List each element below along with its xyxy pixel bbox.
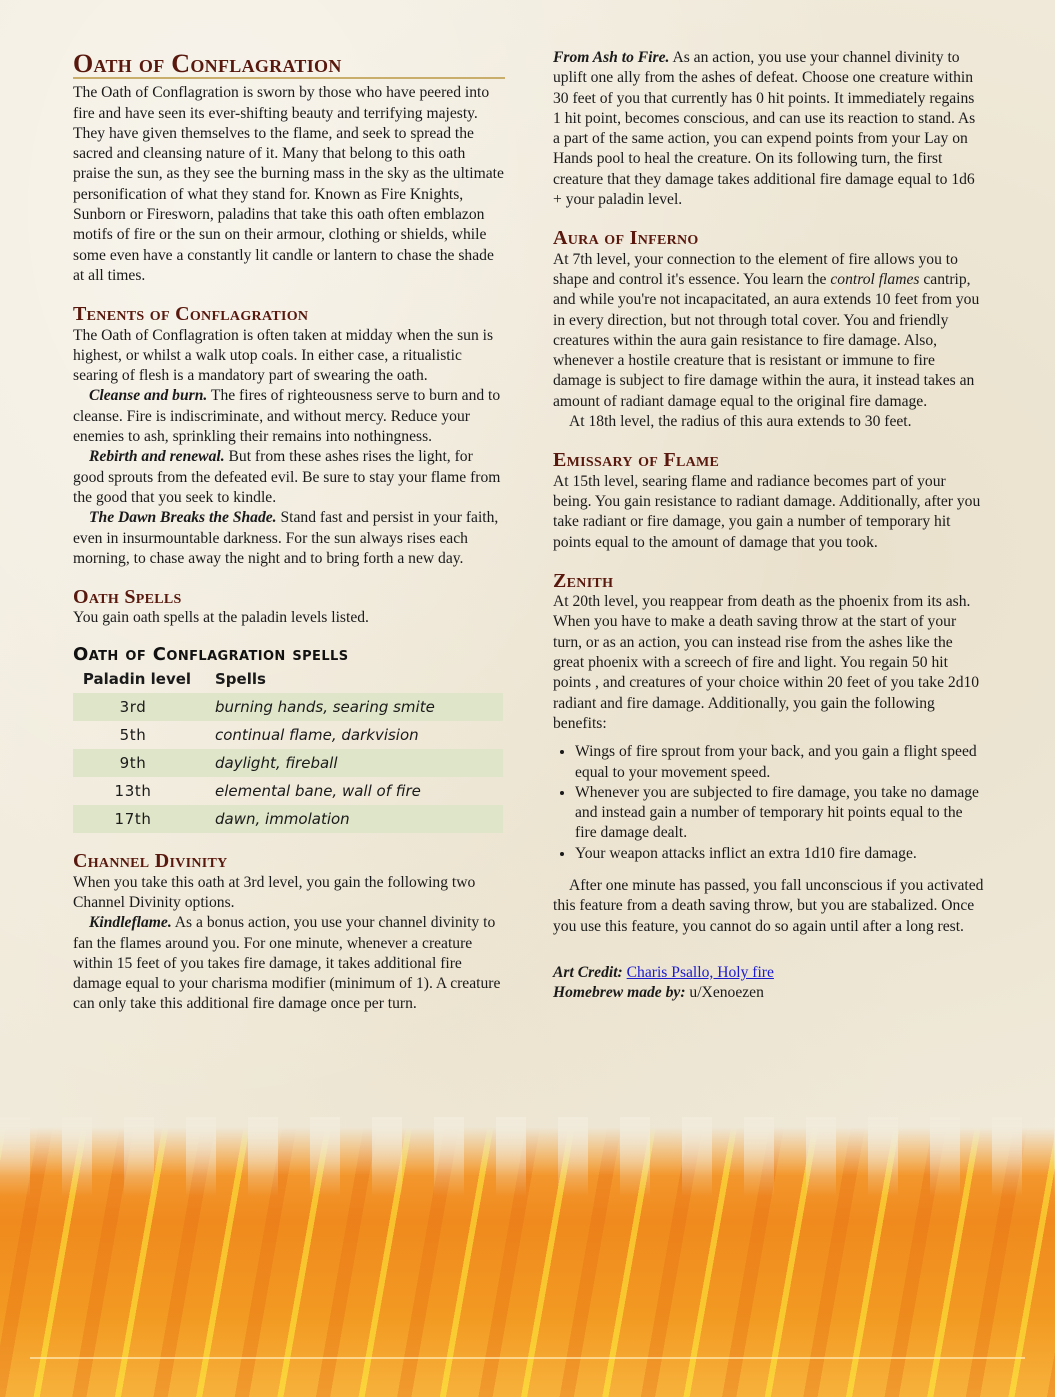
aura-18th-paragraph: At 18th level, the radius of this aura extends to 30 feet. — [569, 413, 912, 431]
list-item: • Whenever you are subjected to fire damage, you take no damage and instead gain a number of temporary hit points equal to the fire damage dealt. — [575, 783, 985, 844]
table-row — [73, 721, 503, 749]
tenet-text: But from these ashes rises the light, for good sprouts from the defeated evil. Be sure to stay your flame from the good that you seek to kindle. — [73, 448, 501, 506]
table-header-row — [73, 667, 503, 693]
aura-text: cantrip, and while you're not incapacitated, an aura extends 10 feet from you in every direction, but not through total cover. You and friendly creatures within the aura gain resistance to fire damage. Also, whenever a hostile creature that is resistant or immune to fire damage is subject to fire damage within the aura, it instead takes an amount of radiant damage equal to the original fire damage. — [553, 270, 980, 410]
level-cell: 3rd — [119, 697, 147, 716]
emissary-paragraph: At 15th level, searing flame and radiance becomes part of your being. You gain resistance to radiant damage. Additionally, after you take radiant or fire damage, you gain a number of temporary hit points equal to the amount of damage that you took. — [553, 472, 981, 551]
level-cell: 9th — [119, 753, 147, 772]
homebrew-author: u/Xenoezen — [685, 984, 764, 1002]
page-title: Oath of Conflagration — [73, 54, 505, 79]
level-cell: 5th — [119, 725, 147, 744]
control-flames-spell: control flames — [830, 270, 920, 288]
spells-table — [73, 667, 503, 833]
art-credit-link[interactable]: Charis Psallo, Holy fire — [626, 963, 774, 981]
level-cell: 13th — [114, 781, 152, 800]
column-header: Paladin level — [82, 670, 192, 689]
zenith-benefits-list — [553, 742, 985, 864]
emissary-heading: Emissary of Flame — [553, 449, 720, 472]
spells-cell: daylight, fireball — [215, 753, 338, 772]
tenet-name: Rebirth and renewal. — [89, 448, 225, 466]
zenith-paragraph: At 20th level, you reappear from death as the phoenix from its ash. When you have to make a death saving throw at the start of your turn, or as an action, you can instead rise from the ashes like the great phoenix with a screech of fire and light. You regain 50 hit points , and creatures of your choice within 20 feet of you take 2d10 radiant and fire damage. Additionally, you gain the following benefits: — [553, 593, 980, 732]
oath-spells-heading: Oath Spells — [73, 586, 182, 609]
ash-to-fire-name: From Ash to Fire. — [553, 49, 670, 66]
right-column — [553, 48, 985, 1003]
art-credit-line — [553, 963, 985, 983]
spells-cell: burning hands, searing smite — [215, 697, 435, 716]
fire-torn-edge — [0, 1117, 1055, 1197]
tenet-item — [73, 386, 505, 447]
tenets-intro: The Oath of Conflagration is often taken at midday when the sun is highest, or whilst a walk utop coals. In either case, a ritualistic searing of flesh is a mandatory part of swearing the oath. — [73, 326, 494, 385]
aura-paragraph — [553, 250, 985, 412]
tenet-name: Cleanse and burn. — [89, 387, 208, 405]
level-cell: 17th — [114, 809, 152, 828]
table-row — [73, 693, 503, 721]
spells-table-title: Oath of Conflagration spells — [73, 643, 349, 665]
table-row — [73, 749, 503, 777]
tenet-item — [73, 447, 505, 508]
list-item: • Your weapon attacks inflict an extra 1d10 fire damage. — [575, 844, 985, 864]
tenet-text: The fires of righteousness serve to burn and to cleanse. Fire is indiscriminate, and without mercy. Reduce your enemies to ash, sprinkling their remains into nothingness. — [73, 387, 501, 446]
oath-spells-text: You gain oath spells at the paladin levels listed. — [73, 609, 369, 627]
ash-to-fire-paragraph — [553, 48, 985, 210]
art-credit-label: Art Credit: — [553, 963, 623, 981]
aura-heading: Aura of Inferno — [553, 227, 699, 250]
spells-cell: elemental bane, wall of fire — [215, 781, 421, 800]
list-item: • Wings of fire sprout from your back, and you gain a flight speed equal to your movement speed. — [575, 742, 985, 783]
homebrew-label: Homebrew made by: — [553, 984, 686, 1002]
intro-paragraph: The Oath of Conflagration is sworn by those who have peered into fire and have seen its ever-shifting beauty and terrifying majesty. They have given themselves to the flame, and seek to spread the sacred and cleansing nature of it. Many that belong to this oath praise the sun, as they see the burning mass in the sky as the ultimate personification of what they stand for. Known as Fire Knights, Sunborn or Firesworn, paladins that take this oath often emblazon motifs of fire or the sun on their armour, clothing or shields, while some even have a constantly lit candle or lantern to chase the shade at all times. — [73, 84, 504, 284]
homebrew-credit-line — [553, 983, 985, 1003]
spells-cell: continual flame, darkvision — [215, 725, 419, 744]
zenith-heading: Zenith — [553, 569, 614, 592]
tenet-name: The Dawn Breaks the Shade. — [89, 509, 277, 527]
channel-divinity-intro: When you take this oath at 3rd level, you gain the following two Channel Divinity options. — [73, 873, 476, 911]
left-column — [73, 48, 505, 1015]
tenet-text: Stand fast and persist in your faith, even in insurmountable darkness. For the sun always rises each morning, to chase away the night and to bring forth a new day. — [73, 509, 499, 567]
kindleflame-paragraph — [73, 913, 505, 1014]
spells-cell: dawn, immolation — [215, 809, 350, 828]
kindleflame-name: Kindleflame. — [89, 914, 172, 932]
table-row — [73, 805, 503, 833]
tenets-heading: Tenents of Conflagration — [73, 303, 309, 326]
zenith-after-paragraph: After one minute has passed, you fall unconscious if you activated this feature from a death saving throw, but you are stabalized. Once you use this feature, you cannot do so again until after a long rest. — [553, 876, 984, 935]
tenet-item — [73, 508, 505, 569]
aura-text: At 7th level, your connection to the element of fire allows you to shape and control it's essence. You learn the — [553, 250, 958, 288]
table-row — [73, 777, 503, 805]
column-header: Spells — [215, 670, 266, 689]
ash-to-fire-text: As an action, you use your channel divinity to uplift one ally from the ashes of defeat. Choose one creature within 30 feet of you that currently has 0 hit points. It immediately regains 1 hit point, becomes conscious, and can use its reaction to stand. As a part of the same action, you can expend points from your Lay on Hands pool to heal the creature. On its following turn, the first creature that they damage takes additional fire damage equal to 1d6 + your paladin level. — [553, 49, 976, 209]
kindleflame-text: As a bonus action, you use your channel divinity to fan the flames around you. For one minute, whenever a creature within 15 feet of you takes fire damage, it takes additional fire damage equal to your charisma modifier (minimum of 1). A creature can only take this additional fire damage once per turn. — [73, 914, 501, 1013]
channel-divinity-heading: Channel Divinity — [73, 850, 228, 873]
footer-decoration — [30, 1357, 1025, 1359]
